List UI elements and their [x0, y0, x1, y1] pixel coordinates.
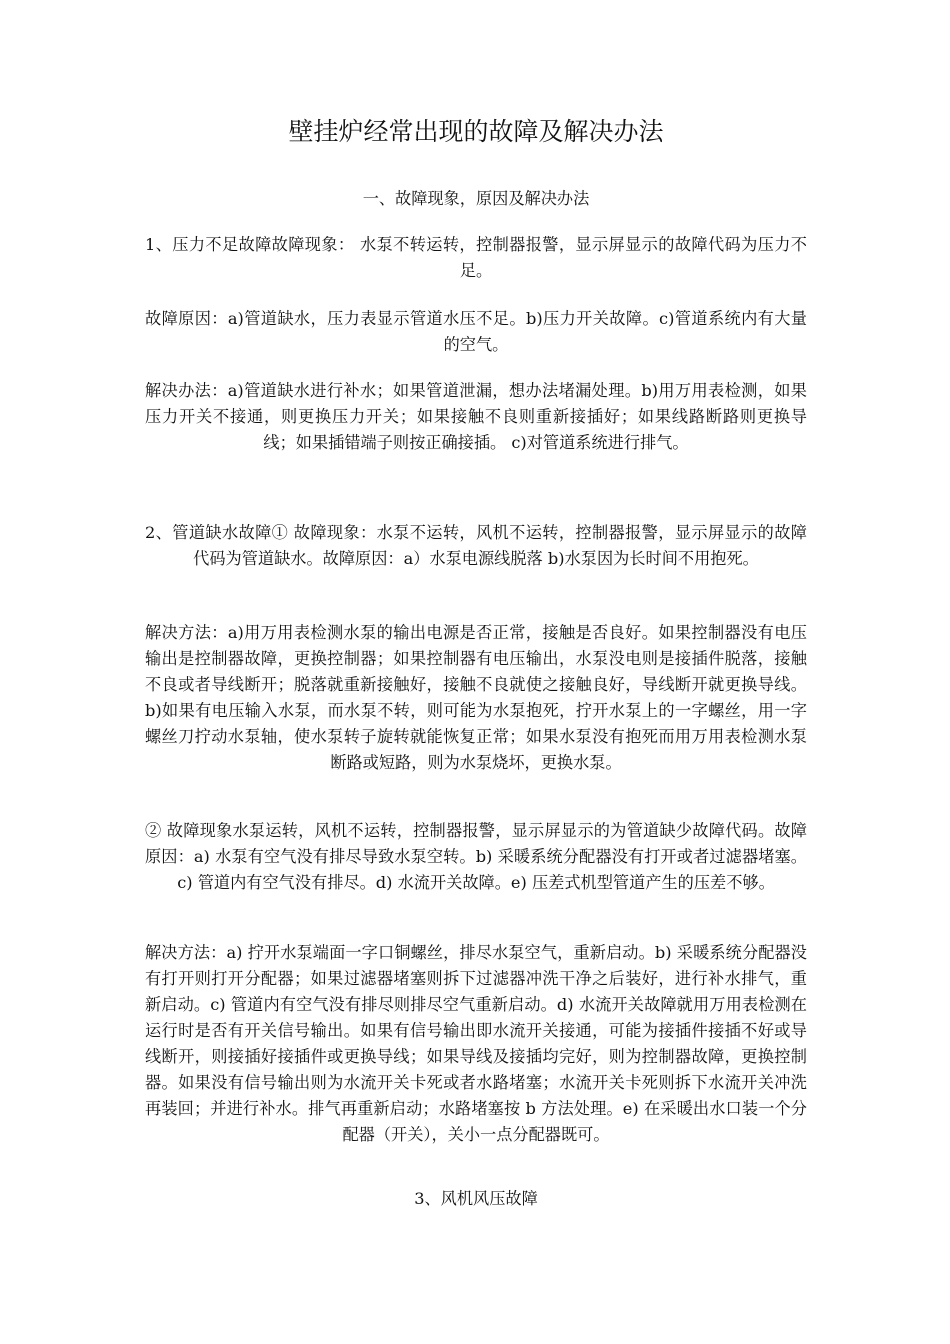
document-title: 壁挂炉经常出现的故障及解决办法: [288, 117, 664, 146]
paragraph-pressure-fault: 1、压力不足故障故障现象： 水泵不转运转，控制器报警，显示屏显示的故障代码为压力不足。: [145, 235, 807, 280]
paragraph-pump-running-solution: 解决方法：a) 拧开水泵端面一字口铜螺丝，排尽水泵空气，重新启动。b) 采暖系统分配器没有打开则打开分配器；如果过滤器堵塞则拆下过滤器冲洗干净之后装好，进行补水排气，重新启动。c) 管道内有空气没有排尽则排尽空气重新启动。d) 水流开关故障就用万用表检测在运行时是否有开关信号输出。如果有信号输出即水流开关接通，可能为接插件接插不好或导线断开，则接插好接插件或更换导线；如果导线及接插均完好，则为控制器故障，更换控制器。如果没有信号输出则为水流开关卡死或者水路堵塞；水流开关卡死则拆下水流开关冲洗再装回；并进行补水。排气再重新启动；水路堵塞按 b 方法处理。e) 在采暖出水口装一个分配器（开关），关小一点分配器既可。: [145, 943, 807, 1144]
section-fan-pressure-fault: 3、风机风压故障: [414, 1189, 538, 1208]
paragraph-water-shortage-solution: 解决方法：a)用万用表检测水泵的输出电源是否正常，接触是否良好。如果控制器没有电压输出是控制器故障，更换控制器；如果控制器有电压输出，水泵没电则是接插件脱落，接触不良或者导线断开；脱落就重新接触好，接触不良就使之接触良好，导线断开就更换导线。b)如果有电压输入水泵，而水泵不转，则可能为水泵抱死，拧开水泵上的一字螺丝，用一字螺丝刀拧动水泵轴，使水泵转子旋转就能恢复正常；如果水泵没有抱死而用万用表检测水泵断路或短路，则为水泵烧坏，更换水泵。: [145, 623, 807, 772]
section-heading: 一、故障现象，原因及解决办法: [362, 189, 590, 208]
paragraph-pump-running-fault: ② 故障现象水泵运转，风机不运转，控制器报警，显示屏显示的为管道缺少故障代码。故障原因：a) 水泵有空气没有排尽导致水泵空转。b) 采暖系统分配器没有打开或者过滤器堵塞。c) 管道内有空气没有排尽。d) 水流开关故障。e) 压差式机型管道产生的压差不够。: [145, 821, 807, 892]
paragraph-pressure-solution: 解决办法：a)管道缺水进行补水；如果管道泄漏，想办法堵漏处理。b)用万用表检测，如果压力开关不接通，则更换压力开关；如果接触不良则重新接插好；如果线路断路则更换导线；如果插错端子则按正确接插。 c)对管道系统进行排气。: [145, 381, 807, 452]
paragraph-water-shortage-fault: 2、管道缺水故障① 故障现象：水泵不运转，风机不运转，控制器报警，显示屏显示的故障代码为管道缺水。故障原因：a）水泵电源线脱落 b)水泵因为长时间不用抱死。: [145, 523, 807, 568]
paragraph-pressure-cause: 故障原因：a)管道缺水，压力表显示管道水压不足。b)压力开关故障。c)管道系统内有大量的空气。: [145, 309, 807, 354]
